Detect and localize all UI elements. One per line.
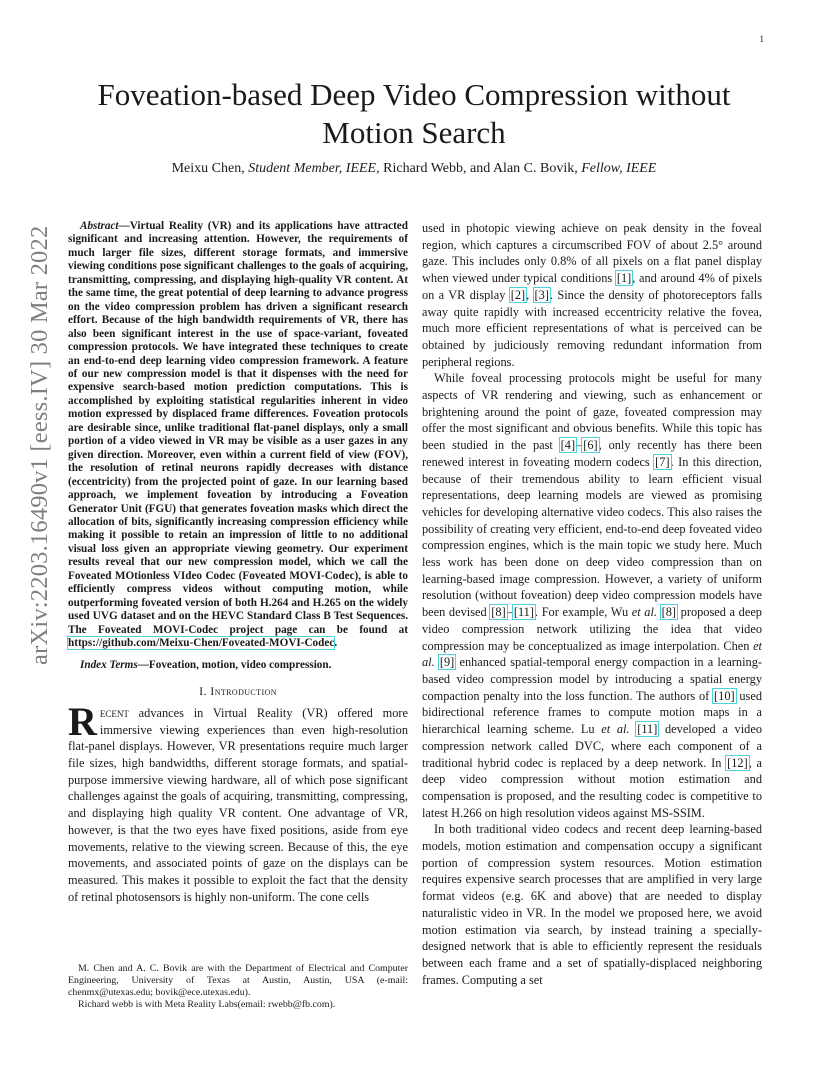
dropcap-letter: R <box>68 698 97 744</box>
citation-link[interactable]: [7] <box>655 454 670 469</box>
section-heading-introduction: I. Introduction <box>199 683 277 698</box>
et-al: et al. <box>422 638 762 670</box>
citation-link[interactable]: [12] <box>727 755 748 770</box>
arxiv-identifier: arXiv:2203.16490v1 [eess.IV] 30 Mar 2022 <box>26 225 53 665</box>
intro-paragraph-1 <box>68 698 408 905</box>
footnote-affiliation: M. Chen and A. C. Bovik are with the Department of Electrical and Computer Engineering, University of Texas at Austin, Austin, USA (e-mail: chenmx@utexas.edu; bovik@ece.utexas.edu). <box>68 963 408 998</box>
text-span: used bidirectional reference frames to compute motion maps in a hierarchical learning scheme. Lu <box>422 688 762 737</box>
text-span: While foveal processing protocols might be useful for many aspects of VR rendering and viewing, such as enhancement or brightening around the point of gaze, foveated compression may offer the most significant and obvious benefits. While this topic has been studied in the past <box>422 371 762 453</box>
abstract <box>68 220 408 651</box>
intro-paragraph-1-continued <box>422 220 762 370</box>
author-webb-bovik: Richard Webb, and Alan C. Bovik, <box>383 161 578 176</box>
text-span: . In this direction, because of their tremendous ability to learn efficient visual representations, deep learning models are viewed as promising vehicles for developing alternative video codecs. This also raises the possibility of creating very efficient, end-to-end deep foveated video compression engines, which is the main topic we study here. Much less work has been done on deep video compression than on learning-based image compression. However, a variety of uniform resolution (without foveation) deep video compression models have been devised <box>422 454 762 620</box>
et-al: et al. <box>631 605 657 620</box>
abstract-label: Abstract <box>80 220 119 232</box>
text-span: used in photopic viewing achieve on peak density in the foveal region, which captures a circumscribed FOV of about 2.5° around gaze. This includes only 0.8% of all pixels on a flat panel display when viewed under typical conditions <box>422 221 762 286</box>
author-line <box>60 160 768 178</box>
citation-link[interactable]: [6] <box>583 438 598 453</box>
citation-link[interactable]: [4] <box>560 438 576 453</box>
citation-link[interactable]: [11] <box>513 605 534 620</box>
text-span: . Since the density of photoreceptors falls away quite rapidly with increased eccentricity relative the fovea, much more efficient representations of what is perceived can be obtained by judiciously removing redundant information from peripheral regions. <box>422 287 763 369</box>
citation-link[interactable]: [1] <box>616 271 632 286</box>
project-page-link[interactable]: https://github.com/Meixu-Chen/Foveated-MOVI-Codec <box>68 637 335 650</box>
intro-paragraph-2 <box>422 370 762 821</box>
intro-text-1: advances in Virtual Reality (VR) offered more immersive viewing experiences than even high-resolution flat-panel displays. However, VR presentations require much larger file sizes, high bandwidths, different storage formats, and spatial-purpose immersive viewing hardware, all of which pose significant challenges against the goals of acquiring, transmitting, compressing, and displaying high quality VR content. One advantage of VR, however, is that the two eyes have fixed positions, aside from eye movements, relative to the viewing screen. Because of this, the eye movements, and associated points of gaze on the displays can be measured. This makes it possible to exploit the fact that the density of retinal photosensors is highly non-uniform. The cone cells <box>68 705 408 904</box>
text-span: , <box>526 287 534 302</box>
footnote-webb: Richard webb is with Meta Reality Labs(email: rwebb@fb.com). <box>78 999 336 1010</box>
paper-title: Foveation-based Deep Video Compression without Motion Search <box>97 77 731 150</box>
text-span: . For example, Wu <box>534 605 632 620</box>
right-column <box>422 220 762 988</box>
dropcap-rest: ecent <box>99 705 129 720</box>
text-span: enhanced spatial-temporal energy compaction in a learning-based video compression model by introducing a spatial energy compaction penalty into the loss function. The authors of <box>422 655 762 703</box>
intro-paragraph-3: In both traditional video codecs and recent deep learning-based models, motion estimation and compensation occupy a significant portion of compression system resources. Motion estimation requires expensive search processes that are amplified in very large format videos (e.g. 6K and above) that are needed to display naturalistic video in VR. In the model we proposed here, we avoid motion estimation via search, by instead training a specially-designed network that is able to efficiently represent the residuals between each frame and a set of spatially-displaced neighboring frames. Computing a set <box>422 822 762 987</box>
text-span: , and around 4% of pixels on a VR display <box>422 271 762 302</box>
text-span: – <box>506 605 513 620</box>
author-bovik-role: Fellow, IEEE <box>581 161 657 176</box>
text-span: – <box>576 438 583 453</box>
text-span: proposed a deep video compression network utilizing the idea that video compression may be conceptualized as image interpolation. Chen <box>422 605 762 653</box>
citation-link[interactable]: [3] <box>534 287 549 302</box>
index-terms-label: Index Terms <box>80 658 138 671</box>
et-al: et al. <box>601 722 630 737</box>
text-span: , only recently has there been renewed interest in foveating modern codecs <box>422 438 762 469</box>
footnotes <box>68 963 408 1011</box>
citation-link[interactable]: [9] <box>439 655 455 670</box>
page-number: 1 <box>759 34 764 44</box>
abstract-period: . <box>334 637 338 650</box>
citation-link[interactable]: [10] <box>714 688 735 703</box>
citation-link[interactable]: [8] <box>661 605 677 620</box>
author-meixu-chen-role: Student Member, IEEE, <box>248 161 380 176</box>
left-column <box>68 220 408 905</box>
text-span: , a deep video compression without motion estimation and compensation is proposed, and the resulting codec is competitive to latest H.266 on high resolution videos against MS-SSIM. <box>422 755 762 820</box>
abstract-text: —Virtual Reality (VR) and its applications have attracted significant and increasing attention. However, the requirements of much larger file sizes, different storage formats, and immersive viewing conditions pose significant challenges to the goals of acquiring, transmitting, compressing, and displaying high-quality VR content. At the same time, the great potential of deep learning to advance progress on the video compression problem has driven a significant research effort. Because of the high bandwidth requirements of VR, there has also been significant interest in the use of space-variant, foveated compression protocols. We have integrated these techniques to create an end-to-end deep learning video compression framework. A feature of our new compression model is that it dispenses with the need for expensive search-based motion prediction computations. This is accomplished by exploiting statistical regularities inherent in video motion expressed by displaced frame differences. Foveation protocols are desirable since, unlike traditional flat-panel displays, only a small portion of a video viewed in VR may be visible as a user gazes in any given direction. Moreover, even within a current field of view (FOV), the resolution of retinal neurons rapidly decreases with distance (eccentricity) from the projected point of gaze. In our learning based approach, we implement foveation by introducing a Foveation Generator Unit (FGU) that generates foveation masks which direct the allocation of bits, significantly increasing compression efficiency while making it possible to retain an impression of little to no additional visual loss given an appropriate viewing geometry. Our experiment results reveal that our new compression model, which we call the Foveated MOtionless VIdeo Codec (Foveated MOVI-Codec), is able to efficiently compress videos without computing motion, while outperforming foveated version of both H.264 and H.265 on the widely used UVG dataset and on the HEVC Standard Class B Test Sequences. The Foveated MOVI-Codec project page can be found at <box>68 220 408 636</box>
citation-link[interactable]: [2] <box>510 287 526 302</box>
index-terms <box>68 659 408 672</box>
author-meixu-chen: Meixu Chen, <box>171 161 245 176</box>
citation-link[interactable]: [11] <box>637 722 658 737</box>
citation-link[interactable]: [8] <box>491 605 506 620</box>
text-span: developed a video compression network called DVC, where each component of a traditional hybrid codec is replaced by a deep network. In <box>422 722 762 770</box>
index-terms-text: —Foveation, motion, video compression. <box>137 658 332 671</box>
